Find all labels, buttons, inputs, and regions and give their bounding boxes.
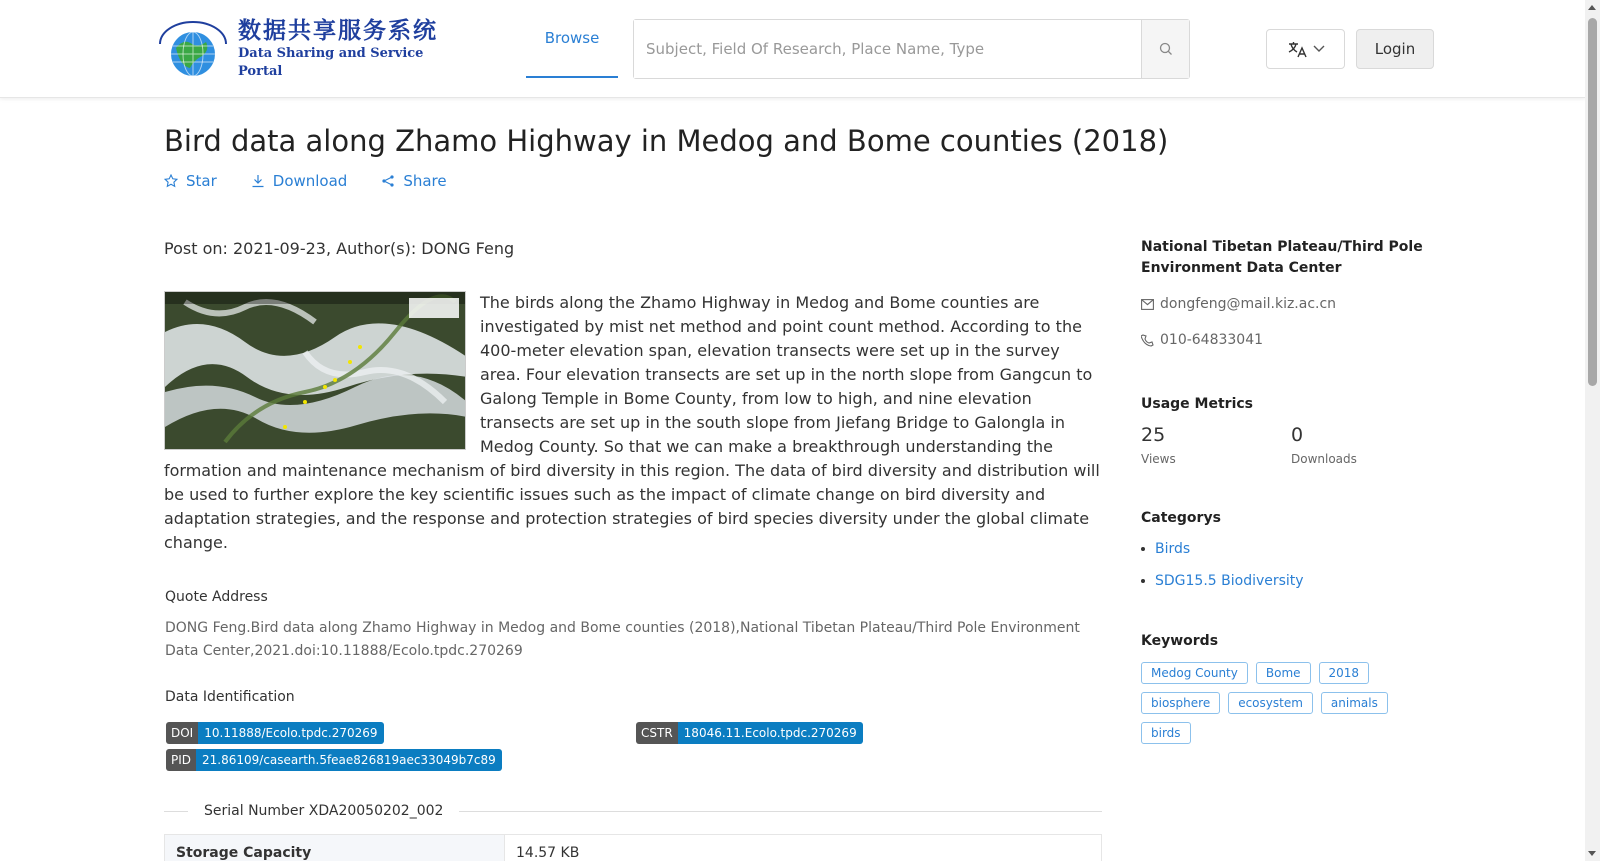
action-bar <box>164 172 447 190</box>
categories-title: Categorys <box>1141 510 1221 526</box>
doi-key: DOI <box>166 722 198 744</box>
downloads-metric <box>1291 424 1357 466</box>
download-label: Download <box>272 172 348 190</box>
phone-text: 010-64833041 <box>1160 332 1264 348</box>
keyword-tag[interactable]: biosphere <box>1141 692 1220 714</box>
keyword-tag[interactable]: 2018 <box>1319 662 1370 684</box>
phone-icon <box>1141 334 1154 347</box>
views-label: Views <box>1141 452 1176 466</box>
search-icon <box>1159 42 1173 56</box>
views-count: 25 <box>1141 424 1166 446</box>
keyword-tag[interactable]: animals <box>1321 692 1388 714</box>
nav-browse[interactable]: Browse <box>526 0 618 78</box>
share-icon <box>381 174 395 188</box>
star-icon <box>164 174 178 188</box>
logo-english-title: Data Sharing and Service Portal <box>238 46 424 79</box>
keyword-tags <box>1141 662 1441 752</box>
keyword-tag[interactable]: ecosystem <box>1228 692 1313 714</box>
usage-metrics <box>1141 424 1441 466</box>
mail-icon <box>1141 299 1154 310</box>
downloads-label: Downloads <box>1291 452 1357 466</box>
storage-capacity-row <box>164 834 1102 861</box>
cstr-key: CSTR <box>636 722 678 744</box>
contact-phone[interactable] <box>1141 332 1441 348</box>
share-button[interactable] <box>381 172 446 190</box>
translate-icon <box>1287 40 1307 58</box>
data-identification-label: Data Identification <box>165 689 295 705</box>
post-info: Post on: 2021-09-23, Author(s): DONG Feng <box>164 239 515 258</box>
serial-number-divider <box>164 800 1102 822</box>
chevron-down-icon <box>1313 45 1325 53</box>
storage-capacity-value: 14.57 KB <box>516 845 580 861</box>
category-label: Birds <box>1155 541 1191 557</box>
pid-badge[interactable] <box>166 749 502 771</box>
cstr-badge[interactable] <box>636 722 863 744</box>
sidebar <box>1141 237 1441 752</box>
keyword-tag[interactable]: birds <box>1141 722 1191 744</box>
usage-metrics-title: Usage Metrics <box>1141 396 1253 412</box>
page-title: Bird data along Zhamo Highway in Medog and Bome counties (2018) <box>164 124 1169 158</box>
category-link[interactable] <box>1141 541 1441 557</box>
keywords-title: Keywords <box>1141 633 1219 649</box>
bullet-icon <box>1141 547 1145 551</box>
scroll-down-arrow-icon[interactable] <box>1588 851 1596 856</box>
portal-logo[interactable] <box>154 18 440 80</box>
star-label: Star <box>186 172 217 190</box>
storage-capacity-label: Storage Capacity <box>165 835 505 861</box>
email-text: dongfeng@mail.kiz.ac.cn <box>1160 296 1337 312</box>
scroll-up-arrow-icon[interactable] <box>1588 5 1596 10</box>
quote-address-label: Quote Address <box>165 589 268 605</box>
serial-number: Serial Number XDA20050202_002 <box>204 803 444 819</box>
download-icon <box>251 174 265 188</box>
search-button[interactable] <box>1141 20 1189 78</box>
contact-email[interactable] <box>1141 296 1441 312</box>
language-button[interactable] <box>1266 29 1345 69</box>
category-label: SDG15.5 Biodiversity <box>1155 573 1304 589</box>
search-input[interactable] <box>634 20 1141 78</box>
category-link[interactable] <box>1141 573 1441 589</box>
keyword-tag[interactable]: Medog County <box>1141 662 1248 684</box>
doi-badge[interactable] <box>166 722 384 744</box>
scroll-thumb[interactable] <box>1588 18 1597 386</box>
logo-chinese-title: 数据共享服务系统 <box>238 18 438 44</box>
data-center-name: National Tibetan Plateau/Third Pole Environment Data Center <box>1141 239 1423 276</box>
quote-address-text: DONG Feng.Bird data along Zhamo Highway in Medog and Bome counties (2018),National Tibetan Plateau/Third Pole Environment Data Center,2021.doi:10.11888/Ecolo.tpdc.270269 <box>165 620 1080 659</box>
keyword-tag[interactable]: Bome <box>1256 662 1311 684</box>
top-header <box>0 0 1585 98</box>
download-button[interactable] <box>251 172 348 190</box>
star-button[interactable] <box>164 172 217 190</box>
bullet-icon <box>1141 579 1145 583</box>
dataset-thumbnail-map[interactable] <box>164 291 466 450</box>
page-scrollbar[interactable] <box>1585 0 1600 861</box>
login-button[interactable]: Login <box>1356 29 1434 69</box>
views-metric <box>1141 424 1291 466</box>
search-bar <box>633 19 1190 79</box>
pid-key: PID <box>166 749 196 771</box>
doi-value: 10.11888/Ecolo.tpdc.270269 <box>198 722 383 744</box>
abstract-text: The birds along the Zhamo Highway in Medog and Bome counties are investigated by mist net method and point count method. According to the 400-meter elevation span, elevation transects were set up in the survey area. Four elevation transects are set up in the north slope from Gangcun to Galong Temple in Bome County, from low to high, and nine elevation transects are set up in the south slope from Jiefang Bridge to Galongla in Medog County. So that we can make a breakthrough understanding the formation and maintenance mechanism of bird diversity in this region. The data of bird diversity and distribution will be used to further explore the key scientific issues such as the impact of climate change on bird diversity and adaptation strategies, and the response and protection strategies of bird species diversity under the global climate change. <box>164 293 1100 552</box>
share-label: Share <box>403 172 447 190</box>
downloads-count: 0 <box>1291 424 1304 446</box>
cstr-value: 18046.11.Ecolo.tpdc.270269 <box>678 722 863 744</box>
pid-value: 21.86109/casearth.5feae826819aec33049b7c89 <box>196 749 502 771</box>
globe-logo-icon <box>154 18 232 80</box>
